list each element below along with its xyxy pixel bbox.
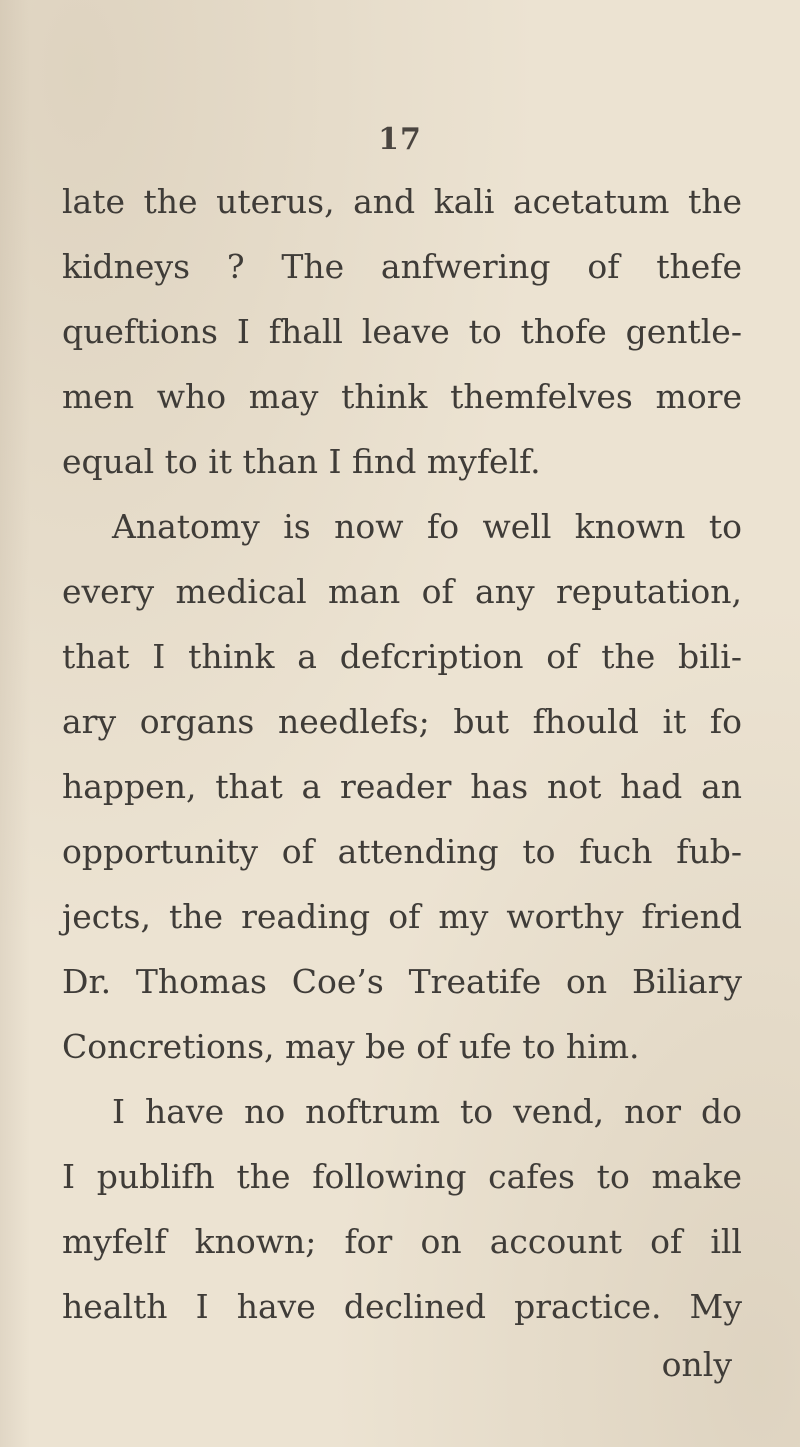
text-line: that I think a defcription of the bili- <box>62 637 742 676</box>
text-line: late the uterus, and kali acetatum the <box>62 182 742 221</box>
text-line: men who may think themfelves more <box>62 377 742 416</box>
text-line: opportunity of attending to fuch fub- <box>62 832 742 871</box>
text-line: jects, the reading of my worthy friend <box>62 897 742 936</box>
text-line: Dr. Thomas Coe’s Treatife on Biliary <box>62 962 742 1001</box>
text-line: ary organs needlefs; but fhould it fo <box>62 702 742 741</box>
text-line: Concretions, may be of ufe to him. <box>62 1027 640 1066</box>
text-line: happen, that a reader has not had an <box>62 767 742 806</box>
text-line: kidneys ? The anfwering of thefe <box>62 247 742 286</box>
paragraph-first-line: Anatomy is now fo well known to <box>112 507 742 546</box>
text-line: I publifh the following cafes to make <box>62 1157 742 1196</box>
paragraph-first-line: I have no noftrum to vend, nor do <box>112 1092 742 1131</box>
text-line: equal to it than I find myfelf. <box>62 442 541 481</box>
text-line: myfelf known; for on account of ill <box>62 1222 742 1261</box>
text-line: health I have declined practice. My <box>62 1287 742 1326</box>
text-line: queftions I fhall leave to thofe gentle- <box>62 312 742 351</box>
page-number: 17 <box>378 122 422 157</box>
text-line: every medical man of any reputation, <box>62 572 742 611</box>
catchword: only <box>661 1345 732 1384</box>
